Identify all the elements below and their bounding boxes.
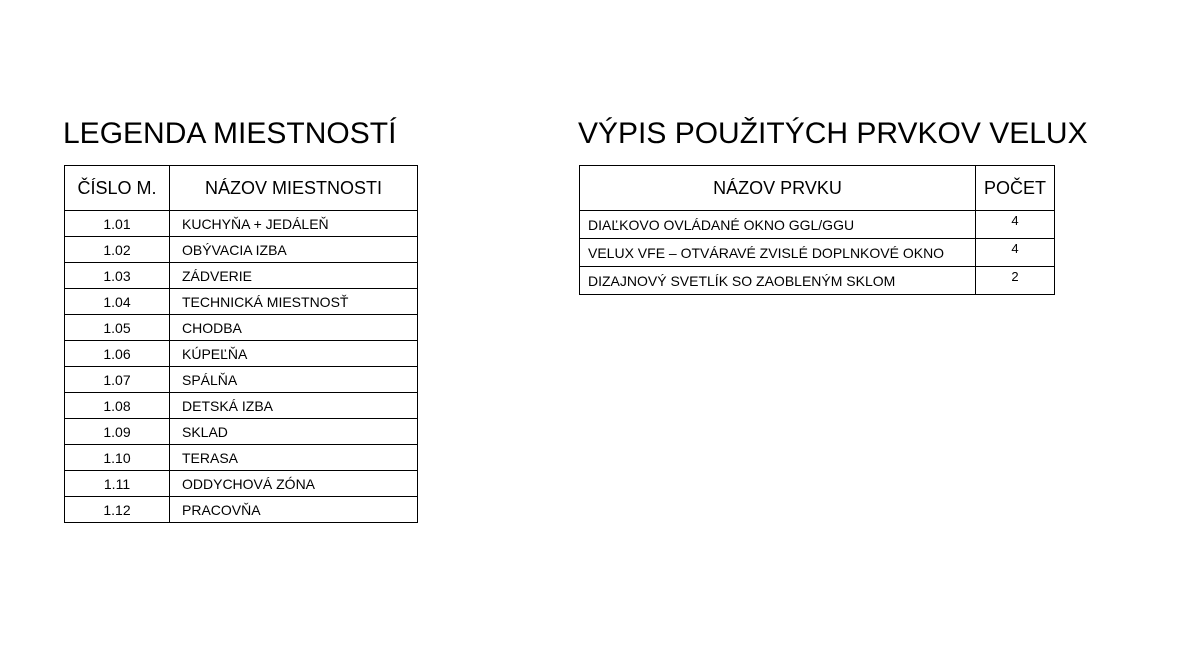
legend-row <box>65 445 418 471</box>
legend-row <box>65 237 418 263</box>
velux-title: VÝPIS POUŽITÝCH PRVKOV VELUX <box>578 117 1088 150</box>
room-number: 1.12 <box>65 497 170 523</box>
room-number: 1.09 <box>65 419 170 445</box>
legend-row <box>65 263 418 289</box>
legend-title: LEGENDA MIESTNOSTÍ <box>63 117 397 150</box>
room-name: TECHNICKÁ MIESTNOSŤ <box>170 289 418 315</box>
room-name: SPÁLŇA <box>170 367 418 393</box>
room-name: ODDYCHOVÁ ZÓNA <box>170 471 418 497</box>
room-number: 1.04 <box>65 289 170 315</box>
legend-row <box>65 471 418 497</box>
room-number: 1.03 <box>65 263 170 289</box>
room-number: 1.10 <box>65 445 170 471</box>
velux-item-count: 4 <box>976 211 1055 239</box>
legend-row <box>65 341 418 367</box>
velux-item-count: 2 <box>976 267 1055 295</box>
velux-item-name: DIZAJNOVÝ SVETLÍK SO ZAOBLENÝM SKLOM <box>580 267 976 295</box>
room-name: KÚPEĽŇA <box>170 341 418 367</box>
legend-row <box>65 419 418 445</box>
velux-row <box>580 239 1055 267</box>
legend-row <box>65 393 418 419</box>
legend-row <box>65 497 418 523</box>
room-number: 1.02 <box>65 237 170 263</box>
legend-row <box>65 367 418 393</box>
room-number: 1.06 <box>65 341 170 367</box>
velux-row <box>580 211 1055 239</box>
legend-header-number: ČÍSLO M. <box>65 166 170 211</box>
velux-item-name: DIAĽKOVO OVLÁDANÉ OKNO GGL/GGU <box>580 211 976 239</box>
velux-header-row <box>580 166 1055 211</box>
legend-header-row <box>65 166 418 211</box>
velux-item-count: 4 <box>976 239 1055 267</box>
velux-row <box>580 267 1055 295</box>
room-legend-table <box>64 165 418 523</box>
velux-item-name: VELUX VFE – OTVÁRAVÉ ZVISLÉ DOPLNKOVÉ OKNO <box>580 239 976 267</box>
legend-row <box>65 211 418 237</box>
legend-row <box>65 315 418 341</box>
room-number: 1.11 <box>65 471 170 497</box>
legend-row <box>65 289 418 315</box>
room-name: OBÝVACIA IZBA <box>170 237 418 263</box>
room-name: DETSKÁ IZBA <box>170 393 418 419</box>
velux-header-count: POČET <box>976 166 1055 211</box>
room-name: TERASA <box>170 445 418 471</box>
room-number: 1.07 <box>65 367 170 393</box>
room-name: KUCHYŇA + JEDÁLEŇ <box>170 211 418 237</box>
room-name: PRACOVŇA <box>170 497 418 523</box>
legend-header-name: NÁZOV MIESTNOSTI <box>170 166 418 211</box>
room-name: CHODBA <box>170 315 418 341</box>
room-number: 1.01 <box>65 211 170 237</box>
room-number: 1.08 <box>65 393 170 419</box>
velux-header-name: NÁZOV PRVKU <box>580 166 976 211</box>
room-name: SKLAD <box>170 419 418 445</box>
velux-items-table <box>579 165 1055 295</box>
room-name: ZÁDVERIE <box>170 263 418 289</box>
room-number: 1.05 <box>65 315 170 341</box>
